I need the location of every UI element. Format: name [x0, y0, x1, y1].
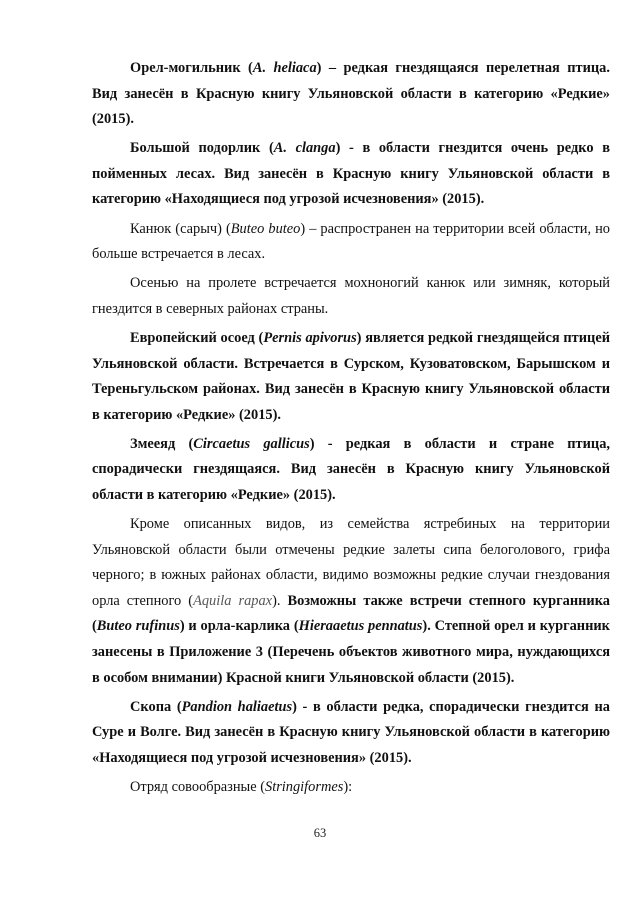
text-run: Отряд совообразные (	[130, 779, 265, 796]
text-run: Кроме описанных видов, из семейства ястребиных на территории Ульяновской области были отмечены редкие залеты сипа белоголового, грифа черного; в южных районах области, видимо возможны редкие случаи гнездования орла степного (	[92, 516, 610, 609]
text-run: ). Степной орел и курганник занесены в Приложение 3 (Перечень объектов животного мира, нуждающихся в особом внимании) Красной книги Ульяновской области (2015).	[92, 618, 610, 686]
paragraph-otryad-sovoobraznye	[92, 775, 610, 801]
species-name: A. clanga	[273, 140, 336, 157]
species-name: Pandion haliaetus	[181, 698, 293, 715]
paragraph-orel-mogilnik	[92, 56, 610, 133]
text-run: ) – распространен на территории всей области, но больше встречается в лесах.	[92, 220, 611, 263]
species-name: Buteo buteo	[230, 220, 301, 237]
text-run: Европейский осоед (	[130, 329, 264, 346]
text-run: Змееяд (	[130, 435, 194, 452]
paragraph-redkie-zalety	[92, 512, 610, 691]
text-run: ) и орла-карлика (	[179, 618, 299, 635]
text-run: ) является редкой гнездящейся птицей Ульяновской области. Встречается в Сурском, Кузоватовском, Барышском и Тереньгульском районах. Вид занесён в Красную книгу Ульяновской области в категорию «Редкие» (2015).	[92, 329, 610, 423]
text-run: ):	[343, 779, 353, 796]
text-run: Большой подорлик (	[130, 140, 274, 157]
species-name: Buteo rufinus	[96, 618, 180, 635]
paragraph-bolshoy-podorlik	[92, 136, 610, 213]
text-run: ) - в области редка, спорадически гнездится на Суре и Волге. Вид занесён в Красную книгу Ульяновской области в категорию «Находящиеся под угрозой исчезновения» (2015).	[92, 698, 610, 766]
paragraph-osoed	[92, 326, 610, 428]
species-name: Aquila rapax	[193, 592, 273, 609]
text-run: ) – редкая гнездящаяся перелетная птица. Вид занесён в Красную книгу Ульяновской области в категорию «Редкие» (2015).	[92, 60, 610, 128]
species-name: Stringiformes	[265, 779, 344, 796]
text-run: Канюк (сарыч) (	[130, 220, 231, 237]
species-name: Circaetus gallicus	[193, 435, 310, 452]
text-body	[92, 56, 610, 801]
page-number: 63	[313, 826, 327, 840]
paragraph-zimnyak	[92, 271, 610, 322]
paragraph-zmeyad	[92, 432, 610, 509]
paragraph-skopa	[92, 695, 610, 772]
text-run: Скопа (	[130, 698, 182, 715]
text-run: ) - редкая в области и стране птица, спорадически гнездящаяся. Вид занесён в Красную книгу Ульяновской области в категорию «Редкие» (2015).	[92, 435, 610, 503]
text-run: Осенью на пролете встречается мохноногий канюк или зимняк, который гнездится в северных районах страны.	[92, 275, 610, 317]
text-run: Орел-могильник (	[130, 60, 253, 76]
paragraph-kanyuk	[92, 217, 610, 268]
species-name: Pernis apivorus	[263, 329, 357, 346]
species-name: Hieraaetus pennatus	[298, 618, 423, 635]
text-run: ) - в области гнездится очень редко в пойменных лесах. Вид занесён в Красную книгу Ульяновской области в категорию «Находящиеся под угрозой исчезновения» (2015).	[92, 140, 610, 208]
text-run: ).	[272, 592, 288, 609]
text-run: Возможны также встречи степного курганника (	[92, 592, 610, 635]
species-name: A. heliaca	[252, 60, 317, 76]
